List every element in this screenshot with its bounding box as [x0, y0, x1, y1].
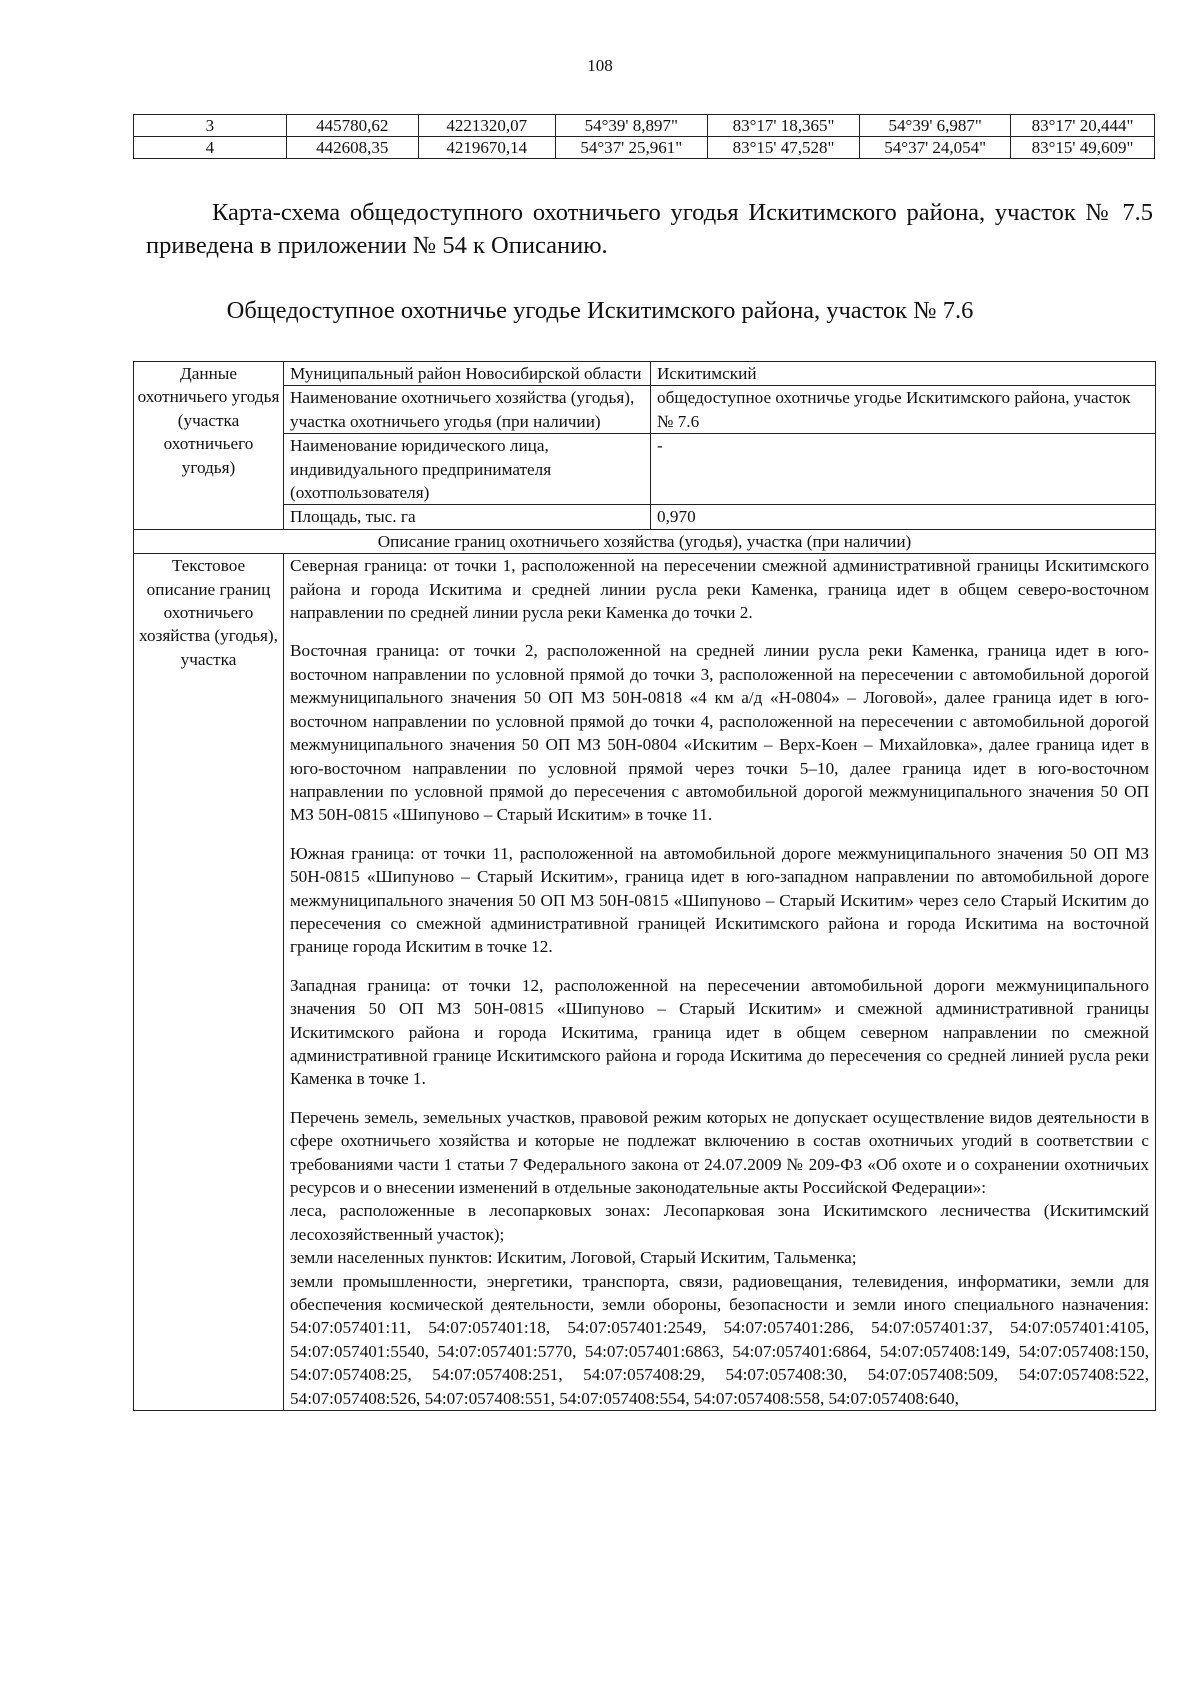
data-label: Данные охотничьего угодья (участка охотничьего угодья) — [134, 362, 284, 530]
latitude: 54°37' 25,961" — [555, 137, 707, 159]
table-row — [134, 137, 1155, 159]
latitude: 54°37' 24,054" — [860, 137, 1011, 159]
row-value: Искитимский — [651, 362, 1156, 386]
row-value: 0,970 — [651, 505, 1156, 529]
north-border-text: Северная граница: от точки 1, расположенной на пересечении смежной административной границы Искитимского района и города Искитима и средней линии русла реки Каменка, граница идет в общем северо-восточном направлении по средней линии русла реки Каменка до точки 2. — [290, 556, 1149, 623]
row-name: Наименование охотничьего хозяйства (угодья), участка охотничьего угодья (при наличии) — [284, 386, 651, 434]
hunting-ground-table — [133, 361, 1156, 1411]
industrial-lands-text: земли промышленности, энергетики, транспорта, связи, радиовещания, телевидения, информатики, земли для обеспечения космической деятельности, земли обороны, безопасности и земли иного специального назначения: 54:07:057401:11, 54:07:057401:18, 54:07:057401:2549, 54:07:057401:286, 54:07:057401:37, 54:07:057401:4105, 54:07:057401:5540, 54:07:057401:5770, 54:07:057401:6863, 54:07:057401:6864, 54:07:057408:149, 54:07:057408:150, 54:07:057408:25, 54:07:057408:251, 54:07:057408:29, 54:07:057408:30, 54:07:057408:509, 54:07:057408:522, 54:07:057408:526, 54:07:057408:551, 54:07:057408:554, 54:07:057408:558, 54:07:057408:640, — [290, 1271, 1149, 1408]
table-row — [134, 505, 1156, 529]
text-description-label: Текстовое описание границ охотничьего хозяйства (угодья), участка — [134, 554, 284, 1411]
west-border-text: Западная граница: от точки 12, расположенной на пересечении автомобильной дороги межмуниципального значения 50 ОП МЗ 50Н-0815 «Шипуново – Старый Искитим» и смежной административной границы Искитимского района и города Искитима, граница идет в общем северном направлении по смежной административной границе Искитимского района и города Искитима до пересечения со средней линией русла реки Каменка в точке 1. — [290, 975, 1149, 1089]
settlement-lands-text: земли населенных пунктов: Искитим, Логовой, Старый Искитим, Тальменка; — [290, 1248, 857, 1268]
section-title: Общедоступное охотничье угодье Искитимского района, участок № 7.6 — [226, 297, 974, 324]
row-name: Площадь, тыс. га — [284, 505, 651, 529]
longitude: 83°17' 18,365" — [707, 115, 860, 137]
longitude: 83°17' 20,444" — [1011, 115, 1155, 137]
row-value: - — [651, 434, 1156, 505]
coord-x: 442608,35 — [286, 137, 418, 159]
table-row — [134, 386, 1156, 434]
latitude: 54°39' 6,987" — [860, 115, 1011, 137]
excluded-lands-intro: Перечень земель, земельных участков, правовой режим которых не допускает осуществление видов деятельности в сфере охотничьего хозяйства и которые не подлежат включению в состав охотничьих угодий в соответствии с требованиями части 1 статьи 7 Федерального закона от 24.07.2009 № 209-ФЗ «Об охоте и о сохранении охотничьих ресурсов и о внесении изменений в отдельные законодательные акты Российской Федерации»: — [290, 1107, 1149, 1197]
row-name: Наименование юридического лица, индивидуального предпринимателя (охотпользователя) — [284, 434, 651, 505]
forest-lands-text: леса, расположенные в лесопарковых зонах: Лесопарковая зона Искитимского лесничества (Искитимский лесохозяйственный участок); — [290, 1201, 1149, 1244]
point-number: 4 — [134, 137, 287, 159]
map-reference-paragraph: Карта-схема общедоступного охотничьего угодья Искитимского района, участок № 7.5 приведена в приложении № 54 к Описанию. — [146, 199, 1153, 259]
page-number: 108 — [587, 56, 613, 75]
row-value: общедоступное охотничье угодье Искитимского района, участок № 7.6 — [651, 386, 1156, 434]
point-number: 3 — [134, 115, 287, 137]
south-border-text: Южная граница: от точки 11, расположенной на автомобильной дороге межмуниципального значения 50 ОП МЗ 50Н-0815 «Шипуново – Старый Искитим», граница идет в юго-западном направлении по автомобильной дороге межмуниципального значения 50 ОП МЗ 50Н-0815 «Шипуново – Старый Искитим» через село Старый Искитим до пересечения со смежной административной границей Искитимского района и города Искитима на восточной границе города Искитим в точке 12. — [290, 843, 1149, 957]
coord-y: 4221320,07 — [418, 115, 555, 137]
table-row — [134, 529, 1156, 553]
table-row — [134, 554, 1156, 1411]
longitude: 83°15' 47,528" — [707, 137, 860, 159]
latitude: 54°39' 8,897" — [555, 115, 707, 137]
coord-y: 4219670,14 — [418, 137, 555, 159]
longitude: 83°15' 49,609" — [1011, 137, 1155, 159]
east-border-text: Восточная граница: от точки 2, расположенной на средней линии русла реки Каменка, граница идет в юго-восточном направлении по условной прямой до точки 3, расположенной на пересечении с автомобильной дорогой межмуниципального значения 50 ОП МЗ 50Н-0818 «4 км а/д «Н-0804» – Логовой», далее граница идет в юго-восточном направлении по условной прямой до точки 4, расположенной на пересечении с автомобильной дорогой межмуниципального значения 50 ОП МЗ 50Н-0804 «Искитим – Верх-Коен – Михайловка», далее граница идет в юго-восточном направлении по условной прямой через точки 5–10, далее граница идет в юго-восточном направлении по условной прямой до пересечения с автомобильной дорогой межмуниципального значения 50 ОП МЗ 50Н-0815 «Шипуново – Старый Искитим» в точке 11. — [290, 641, 1149, 825]
borders-description — [284, 554, 1156, 1411]
coordinates-table — [133, 114, 1155, 159]
row-name: Муниципальный район Новосибирской области — [284, 362, 651, 386]
table-row — [134, 434, 1156, 505]
table-row — [134, 115, 1155, 137]
coord-x: 445780,62 — [286, 115, 418, 137]
borders-header: Описание границ охотничьего хозяйства (угодья), участка (при наличии) — [134, 529, 1156, 553]
table-row — [134, 362, 1156, 386]
